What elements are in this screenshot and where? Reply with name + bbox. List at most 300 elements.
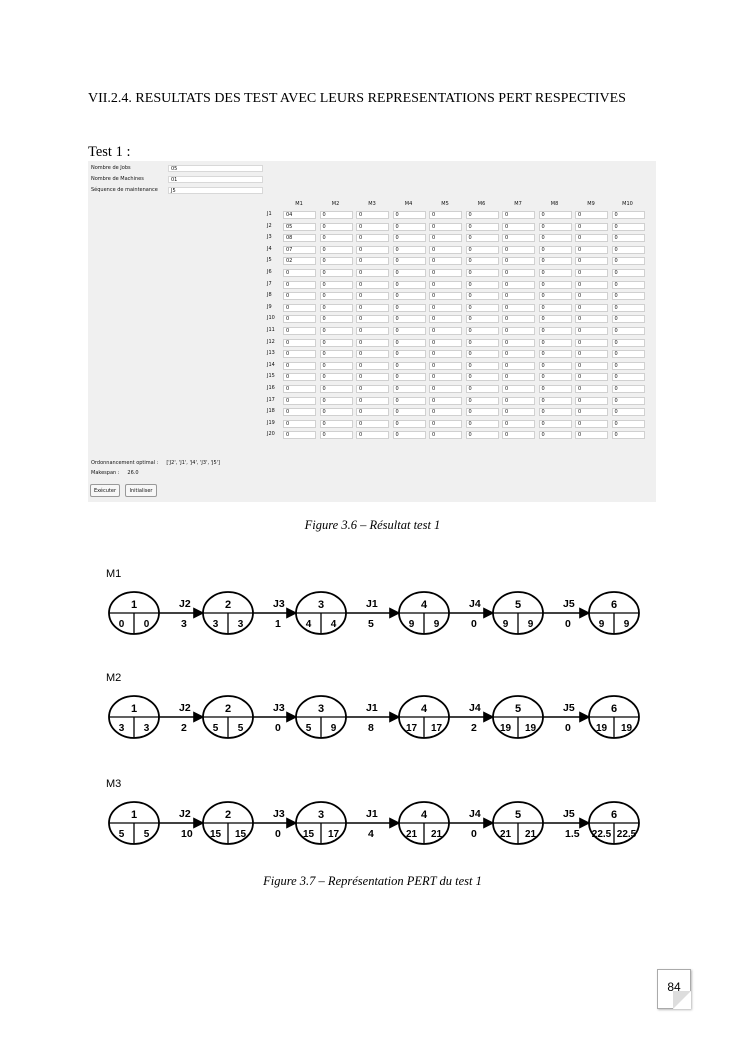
grid-cell[interactable]: 0 [356, 234, 389, 242]
grid-cell[interactable]: 0 [393, 211, 426, 219]
grid-cell[interactable]: 0 [466, 385, 499, 393]
grid-cell[interactable]: 0 [539, 234, 572, 242]
node-late-time: 21 [524, 829, 537, 840]
row-label: J1 [267, 211, 272, 217]
grid-cell[interactable]: 0 [429, 257, 462, 265]
grid-cell[interactable]: 0 [539, 269, 572, 277]
grid-cell[interactable]: 0 [320, 211, 353, 219]
grid-cell[interactable]: 0 [393, 397, 426, 405]
grid-cell[interactable]: 0 [466, 304, 499, 312]
arc-job-label: J4 [469, 808, 481, 820]
grid-cell[interactable]: 0 [466, 373, 499, 381]
grid-cell[interactable]: 0 [356, 315, 389, 323]
arc-duration-label: 8 [368, 722, 374, 734]
grid-cell[interactable]: 0 [502, 234, 535, 242]
grid-cell[interactable]: 0 [320, 327, 353, 335]
grid-cell[interactable]: 0 [575, 408, 608, 416]
grid-cell[interactable]: 0 [283, 269, 316, 277]
node-number: 1 [130, 809, 138, 821]
grid-cell[interactable]: 0 [466, 420, 499, 428]
grid-cell[interactable]: 0 [356, 420, 389, 428]
arc-job-label: J2 [179, 808, 191, 820]
arc-duration-label: 1 [275, 618, 281, 630]
arc-duration-label: 0 [565, 618, 571, 630]
grid-cell[interactable]: 0 [393, 246, 426, 254]
node-late-time: 9 [527, 619, 534, 630]
grid-cell[interactable]: 0 [539, 246, 572, 254]
grid-cell[interactable]: 0 [356, 408, 389, 416]
grid-cell[interactable]: 0 [502, 257, 535, 265]
grid-cell[interactable]: 0 [575, 315, 608, 323]
row-label: J11 [267, 327, 275, 333]
node-late-time: 15 [234, 829, 247, 840]
grid-cell[interactable]: 0 [356, 431, 389, 439]
arc-duration-label: 2 [471, 722, 477, 734]
grid-cell[interactable]: 0 [539, 373, 572, 381]
grid-cell[interactable]: 0 [575, 246, 608, 254]
grid-cell[interactable]: 0 [612, 257, 645, 265]
column-header: M1 [295, 201, 303, 207]
grid-cell[interactable]: 0 [466, 315, 499, 323]
row-label: J8 [267, 292, 272, 299]
grid-cell[interactable]: 0 [466, 246, 499, 254]
row-label: J7 [267, 280, 272, 287]
grid-cell[interactable]: 0 [575, 420, 608, 428]
grid-cell[interactable]: 0 [320, 292, 353, 300]
grid-cell[interactable]: 0 [502, 223, 535, 231]
column-header: M2 [331, 201, 340, 207]
grid-cell[interactable]: 0 [356, 327, 389, 335]
node-number: 2 [224, 703, 232, 715]
grid-cell[interactable]: 0 [612, 431, 645, 439]
grid-cell[interactable]: 0 [393, 431, 426, 439]
grid-cell[interactable]: 0 [393, 350, 426, 358]
node-late-time: 5 [237, 723, 244, 734]
reset-button[interactable]: Initialiser [125, 484, 157, 497]
grid-cell[interactable]: 0 [575, 304, 608, 312]
node-early-time: 17 [405, 723, 418, 734]
grid-cell[interactable]: 0 [612, 281, 645, 289]
node-late-time: 3 [237, 619, 244, 630]
grid-cell[interactable]: 0 [575, 281, 608, 289]
arc-duration-label: 0 [471, 828, 477, 840]
grid-cell[interactable]: 0 [356, 339, 389, 347]
grid-cell[interactable]: 0 [356, 269, 389, 277]
grid-cell[interactable]: 0 [320, 223, 353, 231]
node-early-time: 0 [118, 619, 125, 630]
grid-cell[interactable]: 0 [539, 420, 572, 428]
grid-cell[interactable]: 0 [429, 292, 462, 300]
row-label: J19 [267, 419, 275, 426]
grid-cell[interactable]: 0 [502, 315, 535, 323]
figure-caption-1: Figure 3.6 – Résultat test 1 [304, 518, 441, 532]
arc-duration-label: 4 [368, 828, 374, 840]
machine-label: M2 [106, 672, 122, 684]
grid-cell[interactable]: 0 [320, 385, 353, 393]
node-late-time: 19 [524, 723, 537, 734]
grid-cell[interactable]: 0 [429, 246, 462, 254]
node-early-time: 15 [209, 829, 222, 840]
grid-cell[interactable]: 0 [612, 327, 645, 335]
node-early-time: 3 [212, 619, 219, 630]
arc-job-label: J1 [366, 598, 378, 610]
grid-cell[interactable]: 0 [466, 292, 499, 300]
grid-cell[interactable]: 0 [320, 269, 353, 277]
grid-cell[interactable]: 0 [466, 211, 499, 219]
grid-cell[interactable]: 0 [320, 373, 353, 381]
grid-cell[interactable]: 0 [429, 420, 462, 428]
grid-cell[interactable]: 04 [283, 211, 316, 219]
grid-cell[interactable]: 0 [429, 223, 462, 231]
figure-caption-2: Figure 3.7 – Représentation PERT du test 1 [263, 874, 482, 888]
node-early-time: 4 [305, 619, 312, 630]
grid-cell[interactable]: 0 [320, 246, 353, 254]
node-late-time: 9 [623, 619, 630, 630]
app-screenshot [88, 161, 656, 502]
grid-cell[interactable]: 0 [320, 397, 353, 405]
grid-cell[interactable]: 0 [429, 431, 462, 439]
grid-cell[interactable]: 0 [429, 234, 462, 242]
grid-cell[interactable]: 0 [502, 385, 535, 393]
row-label: J15 [267, 373, 275, 380]
grid-cell[interactable]: 0 [429, 269, 462, 277]
node-early-time: 21 [499, 829, 512, 840]
grid-cell[interactable]: 0 [575, 327, 608, 335]
grid-cell[interactable]: 0 [539, 339, 572, 347]
grid-cell[interactable]: 0 [393, 281, 426, 289]
row-label: J17 [267, 396, 275, 403]
grid-cell[interactable]: 0 [539, 292, 572, 300]
makespan-value: 26.0 [127, 470, 139, 476]
maintenance-label: Séquence de maintenance [91, 187, 158, 193]
node-number: 2 [224, 809, 232, 821]
grid-cell[interactable]: 0 [320, 304, 353, 312]
grid-cell[interactable]: 0 [612, 292, 645, 300]
grid-cell[interactable]: 0 [575, 385, 608, 393]
grid-cell[interactable]: 0 [429, 373, 462, 381]
machines-label: Nombre de Machines [91, 176, 144, 182]
grid-cell[interactable]: 0 [356, 304, 389, 312]
section-heading: VII.2.4. RESULTATS DES TEST AVEC LEURS REPRESENTATIONS PERT RESPECTIVES [88, 91, 626, 106]
grid-cell[interactable]: 0 [320, 362, 353, 370]
grid-cell[interactable]: 0 [539, 281, 572, 289]
grid-cell[interactable]: 0 [612, 397, 645, 405]
grid-cell[interactable]: 0 [283, 304, 316, 312]
grid-cell[interactable]: 0 [539, 257, 572, 265]
arc-job-label: J3 [273, 702, 285, 714]
grid-cell[interactable]: 0 [575, 211, 608, 219]
node-number: 1 [130, 703, 138, 715]
grid-cell[interactable]: 0 [466, 257, 499, 265]
row-label: J10 [267, 315, 275, 322]
grid-cell[interactable]: 0 [502, 420, 535, 428]
grid-cell[interactable]: 0 [539, 315, 572, 323]
grid-cell[interactable]: 0 [502, 327, 535, 335]
grid-cell[interactable]: 0 [502, 397, 535, 405]
row-label: J2 [267, 222, 272, 229]
grid-cell[interactable]: 0 [539, 327, 572, 335]
grid-cell[interactable]: 0 [539, 304, 572, 312]
grid-cell[interactable]: 0 [320, 315, 353, 323]
grid-cell[interactable]: 08 [283, 234, 316, 242]
grid-cell[interactable]: 0 [575, 431, 608, 439]
grid-cell[interactable]: 0 [612, 269, 645, 277]
grid-cell[interactable]: 0 [612, 234, 645, 242]
grid-cell[interactable]: 0 [502, 373, 535, 381]
grid-cell[interactable]: 0 [612, 350, 645, 358]
grid-cell[interactable]: 0 [393, 223, 426, 231]
node-late-time: 4 [330, 619, 337, 630]
node-early-time: 3 [118, 723, 125, 734]
grid-cell[interactable]: 0 [393, 315, 426, 323]
maintenance-field-row [91, 186, 263, 194]
grid-cell[interactable]: 0 [575, 373, 608, 381]
grid-cell[interactable]: 0 [429, 350, 462, 358]
grid-cell[interactable]: 0 [320, 234, 353, 242]
grid-cell[interactable]: 0 [356, 281, 389, 289]
grid-cell[interactable]: 0 [429, 281, 462, 289]
grid-cell[interactable]: 0 [320, 408, 353, 416]
node-early-time: 19 [499, 723, 512, 734]
grid-cell[interactable]: 0 [283, 339, 316, 347]
arc-job-label: J5 [563, 702, 575, 714]
grid-cell[interactable]: 0 [466, 223, 499, 231]
arc-job-label: J4 [469, 702, 481, 714]
jobs-input[interactable]: 05 [168, 165, 263, 172]
column-header: M3 [368, 201, 376, 207]
grid-cell[interactable]: 07 [283, 246, 316, 254]
grid-cell[interactable]: 0 [539, 397, 572, 405]
node-late-time: 3 [143, 723, 150, 734]
grid-cell[interactable]: 0 [283, 350, 316, 358]
execute-button[interactable]: Exécuter [90, 484, 120, 497]
node-number: 5 [514, 599, 522, 611]
grid-cell[interactable]: 0 [283, 373, 316, 381]
grid-cell[interactable]: 0 [612, 246, 645, 254]
arc-job-label: J4 [469, 598, 481, 610]
test-label: Test 1 : [88, 144, 131, 160]
maintenance-input[interactable]: J5 [168, 187, 263, 194]
arc-job-label: J3 [273, 808, 285, 820]
grid-cell[interactable]: 0 [466, 350, 499, 358]
grid-cell[interactable]: 0 [502, 362, 535, 370]
grid-cell[interactable]: 0 [502, 431, 535, 439]
grid-cell[interactable]: 0 [466, 327, 499, 335]
grid-cell[interactable]: 0 [502, 211, 535, 219]
grid-cell[interactable]: 0 [539, 350, 572, 358]
node-early-time: 19 [595, 723, 608, 734]
grid-cell[interactable]: 0 [320, 420, 353, 428]
grid-cell[interactable]: 0 [356, 211, 389, 219]
grid-cell[interactable]: 0 [393, 339, 426, 347]
grid-cell[interactable]: 0 [393, 234, 426, 242]
node-late-time: 21 [430, 829, 443, 840]
grid-cell[interactable]: 0 [466, 269, 499, 277]
grid-cell[interactable]: 0 [356, 246, 389, 254]
arc-job-label: J2 [179, 598, 191, 610]
node-early-time: 15 [302, 829, 315, 840]
grid-cell[interactable]: 0 [356, 223, 389, 231]
grid-cell[interactable]: 0 [612, 373, 645, 381]
grid-cell[interactable]: 0 [502, 339, 535, 347]
grid-cell[interactable]: 0 [429, 362, 462, 370]
grid-cell[interactable]: 0 [502, 246, 535, 254]
grid-cell[interactable]: 0 [502, 281, 535, 289]
row-label: J6 [267, 269, 272, 275]
grid-cell[interactable]: 0 [429, 339, 462, 347]
grid-cell[interactable]: 0 [429, 385, 462, 393]
grid-cell[interactable]: 0 [320, 431, 353, 439]
grid-cell[interactable]: 0 [356, 257, 389, 265]
grid-cell[interactable]: 0 [502, 269, 535, 277]
grid-cell[interactable]: 0 [502, 408, 535, 416]
grid-cell[interactable]: 0 [612, 420, 645, 428]
grid-cell[interactable]: 0 [356, 385, 389, 393]
row-label: J3 [267, 234, 272, 241]
grid-cell[interactable]: 0 [575, 257, 608, 265]
grid-cell[interactable]: 0 [502, 304, 535, 312]
grid-cell[interactable]: 0 [393, 269, 426, 277]
grid-cell[interactable]: 0 [393, 420, 426, 428]
row-label: J13 [267, 350, 275, 357]
grid-cell[interactable]: 0 [356, 350, 389, 358]
row-label: J14 [267, 361, 275, 368]
grid-cell[interactable]: 0 [539, 408, 572, 416]
grid-cell[interactable]: 0 [502, 350, 535, 358]
grid-cell[interactable]: 0 [466, 234, 499, 242]
grid-cell[interactable]: 0 [575, 397, 608, 405]
node-number: 5 [514, 809, 522, 821]
column-header: M9 [587, 201, 595, 207]
makespan-label: Makespan : [91, 470, 120, 476]
grid-cell[interactable]: 0 [283, 281, 316, 289]
machines-field-row [91, 175, 263, 183]
grid-cell[interactable]: 0 [283, 397, 316, 405]
node-number: 4 [420, 599, 428, 611]
grid-cell[interactable]: 0 [283, 315, 316, 323]
grid-cell[interactable]: 0 [356, 373, 389, 381]
grid-cell[interactable]: 0 [283, 292, 316, 300]
grid-cell[interactable]: 0 [466, 281, 499, 289]
row-label: J5 [267, 257, 272, 264]
grid-cell[interactable]: 0 [283, 431, 316, 439]
grid-cell[interactable]: 0 [539, 362, 572, 370]
makespan-line [91, 470, 139, 476]
grid-cell[interactable]: 0 [320, 257, 353, 265]
grid-cell[interactable]: 0 [466, 397, 499, 405]
grid-cell[interactable]: 0 [429, 327, 462, 335]
grid-cell[interactable]: 0 [356, 362, 389, 370]
grid-cell[interactable]: 0 [539, 385, 572, 393]
grid-cell[interactable]: 0 [575, 362, 608, 370]
grid-cell[interactable]: 0 [393, 362, 426, 370]
arc-duration-label: 5 [368, 618, 374, 630]
grid-cell[interactable]: 0 [429, 408, 462, 416]
grid-cell[interactable]: 0 [393, 373, 426, 381]
grid-cell[interactable]: 02 [283, 257, 316, 265]
grid-cell[interactable]: 0 [393, 292, 426, 300]
pert-diagrams [0, 555, 745, 865]
grid-cell[interactable]: 0 [575, 269, 608, 277]
grid-cell[interactable]: 0 [612, 223, 645, 231]
grid-cell[interactable]: 0 [539, 223, 572, 231]
grid-cell[interactable]: 0 [283, 327, 316, 335]
grid-cell[interactable]: 0 [539, 431, 572, 439]
node-early-time: 22.5 [591, 829, 612, 840]
grid-cell[interactable]: 0 [320, 350, 353, 358]
grid-cell[interactable]: 0 [612, 362, 645, 370]
grid-cell[interactable]: 0 [575, 234, 608, 242]
grid-cell[interactable]: 0 [539, 211, 572, 219]
arc-duration-label: 2 [181, 722, 187, 734]
grid-cell[interactable]: 0 [429, 397, 462, 405]
result-value: ['J2', 'J1', 'J4', 'J3', 'J5'] [166, 460, 220, 466]
grid-cell[interactable]: 0 [320, 339, 353, 347]
grid-cell[interactable]: 0 [575, 339, 608, 347]
arc-job-label: J1 [366, 808, 378, 820]
grid-cell[interactable]: 0 [393, 304, 426, 312]
grid-cell[interactable]: 0 [575, 292, 608, 300]
grid-cell[interactable]: 0 [612, 211, 645, 219]
arc-job-label: J3 [273, 598, 285, 610]
grid-cell[interactable]: 0 [356, 292, 389, 300]
grid-cell[interactable]: 0 [283, 408, 316, 416]
row-label: J16 [267, 385, 275, 391]
grid-cell[interactable]: 0 [429, 304, 462, 312]
grid-cell[interactable]: 0 [283, 385, 316, 393]
result-label: Ordonnancement optimal : [91, 460, 159, 466]
grid-cell[interactable]: 0 [612, 304, 645, 312]
node-number: 6 [610, 599, 618, 611]
grid-cell[interactable]: 0 [283, 362, 316, 370]
node-late-time: 9 [433, 619, 440, 630]
grid-cell[interactable]: 0 [575, 350, 608, 358]
grid-cell[interactable]: 0 [429, 211, 462, 219]
grid-cell[interactable]: 0 [612, 339, 645, 347]
grid-cell[interactable]: 0 [393, 408, 426, 416]
grid-cell[interactable]: 0 [320, 281, 353, 289]
grid-cell[interactable]: 0 [429, 315, 462, 323]
column-header: M5 [441, 201, 449, 207]
node-late-time: 9 [330, 723, 337, 734]
grid-cell[interactable]: 0 [466, 431, 499, 439]
grid-cell[interactable]: 0 [575, 223, 608, 231]
node-early-time: 5 [305, 723, 312, 734]
grid-cell[interactable]: 0 [393, 327, 426, 335]
grid-cell[interactable]: 0 [393, 257, 426, 265]
row-label: J20 [267, 431, 275, 438]
machines-input[interactable]: 01 [168, 176, 263, 183]
grid-cell[interactable]: 0 [502, 292, 535, 300]
grid-cell[interactable]: 05 [283, 223, 316, 231]
grid-cell[interactable]: 0 [393, 385, 426, 393]
grid-cell[interactable]: 0 [612, 408, 645, 416]
node-late-time: 17 [327, 829, 340, 840]
grid-cell[interactable]: 0 [612, 315, 645, 323]
node-late-time: 17 [430, 723, 443, 734]
grid-cell[interactable]: 0 [466, 362, 499, 370]
grid-cell[interactable]: 0 [612, 385, 645, 393]
grid-cell[interactable]: 0 [283, 420, 316, 428]
node-early-time: 9 [408, 619, 415, 630]
node-number: 3 [317, 599, 325, 611]
grid-cell[interactable]: 0 [466, 408, 499, 416]
node-number: 4 [420, 703, 428, 715]
jobs-label: Nombre de Jobs [91, 165, 131, 171]
node-early-time: 9 [598, 619, 605, 630]
grid-cell[interactable]: 0 [466, 339, 499, 347]
grid-cell[interactable]: 0 [356, 397, 389, 405]
